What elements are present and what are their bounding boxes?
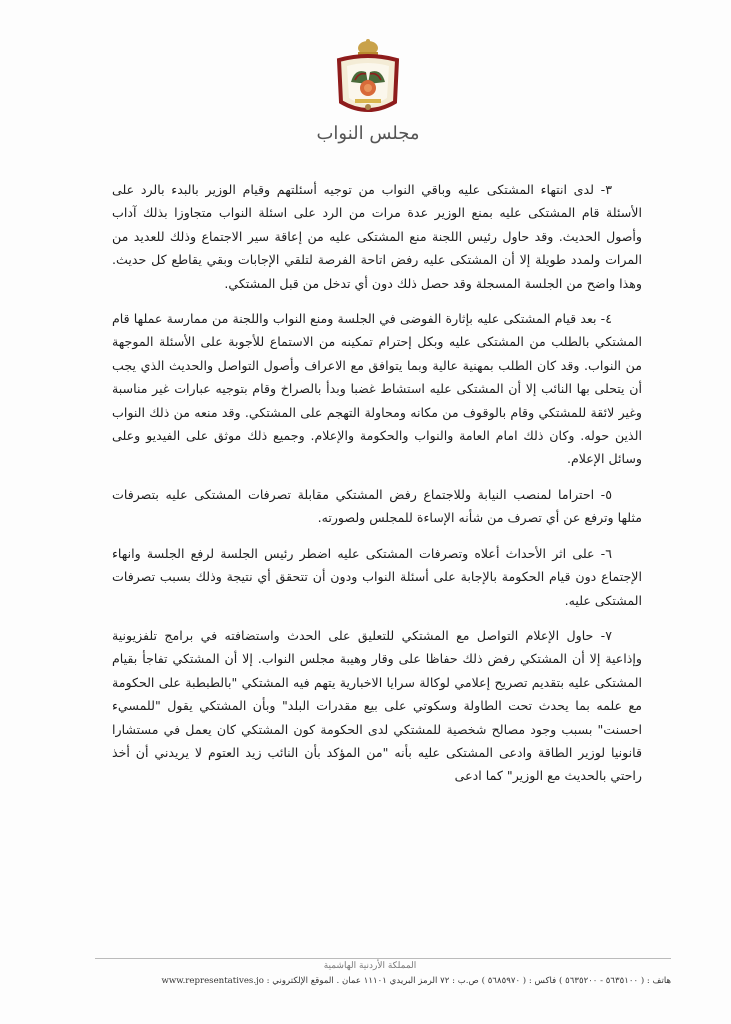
council-name: مجلس النواب xyxy=(316,123,420,144)
footer-kingdom-name: المملكة الأردنية الهاشمية xyxy=(323,961,417,971)
footer-website-link[interactable]: www.representatives.jo xyxy=(161,976,264,986)
paragraph-4: ٤- بعد قيام المشتكى عليه بإثارة الفوضى في الجلسة ومنع النواب واللجنة من ممارسة عملها قام المشتكي بالطلب من المشتكى عليه وبكل إحترام تمكينه من الاستماع للأجوبة على الأسئلة الموجهة من النواب. وقد كان الطلب بمهنية عالية وبما يتوافق مع الاعراف وأصول التواصل والحديث الذي يجب أن يتحلى بها النائب إلا أن المشتكى عليه استشاط غضبا وبدأ بالصراخ وقام بتوجيه عبارات غير مناسبة وغير لائقة للمشتكي وقام بالوقوف من مكانه ومحاولة التهجم على المشتكي. وقد منعه من ذلك النواب الذين حوله. وكان ذلك امام العامة والنواب والحكومة والإعلام. وجميع ذلك موثق على الفيديو وعلى وسائل الإعلام. xyxy=(112,311,642,467)
letter-body xyxy=(112,178,642,800)
jordan-coat-of-arms-icon xyxy=(333,38,403,120)
paragraph-3: ٣- لدى انتهاء المشتكى عليه وباقي النواب من توجيه أسئلتهم وقيام الوزير بالبدء بالرد على الأسئلة قام المشتكى عليه بمنع الوزير عدة مرات من الرد على اسئلة النواب متجاوزا بذلك آداب وأصول الحديث. وقد حاول رئيس اللجنة منع المشتكى عليه من إعاقة سير الاجتماع وذلك للعديد من المرات ولمدد طويلة إلا أن المشتكى عليه رفض اتاحة الفرصة لتلقي الإجابات وبقي يقاطع كل حديث. وهذا واضح من الجلسة المسجلة وقد حصل ذلك دون أي تدخل من قبل المشتكي. xyxy=(112,182,642,291)
footer-contact-line xyxy=(95,976,671,986)
footer-divider xyxy=(95,958,671,959)
paragraph-7: ٧- حاول الإعلام التواصل مع المشتكي للتعليق على الحدث واستضافته في برامج تلفزيونية وإذاعية إلا أن المشتكي رفض ذلك حفاظا على وقار وهيبة مجلس النواب. إلا أن المشتكي تفاجأ بقيام المشتكى عليه بتقديم تصريح إعلامي لوكالة سرايا الاخبارية يتهم فيه المشتكي "بالطبطبة على الحكومة مع علمه بما يحدث تحت الطاولة وسكوتي على بيع مقدرات البلد" وبأن المشتكي يقول "للمسيء احسنت" بسبب وجود مصالح شخصية للمشتكي لدى الحكومة كون المشتكي كان يعمل في مستشارا قانونيا لوزير الطاقة وادعى المشتكى عليه بأنه "من المؤكد بأن النائب زيد العتوم لا يريدني أن أخذ راحتي بالحديث مع الوزير" كما ادعى xyxy=(112,627,642,784)
footer-contact-details: هاتف : ( ٥٦٣٥١٠٠ - ٥٦٣٥٢٠٠ ) فاكس : ( ٥٦٨٥٩٧٠ ) ص.ب : ٧٢ الرمز البريدي ١١١٠١ عمان . الموقع الإلكتروني : xyxy=(266,976,671,986)
paragraph-6: ٦- على اثر الأحداث أعلاه وتصرفات المشتكى عليه اضطر رئيس الجلسة لرفع الجلسة وانهاء الإجتماع دون قيام الحكومة بالإجابة على أسئلة النواب ودون أن تتحقق أي نتيجة وذلك بسبب تصرفات المشتكى عليه. xyxy=(112,545,642,608)
paragraph-5: ٥- احتراما لمنصب النيابة وللاجتماع رفض المشتكي مقابلة تصرفات المشتكى عليه بتصرفات مثلها وترفع عن أي تصرف من شأنه الإساءة للمجلس ولصورته. xyxy=(112,486,642,526)
